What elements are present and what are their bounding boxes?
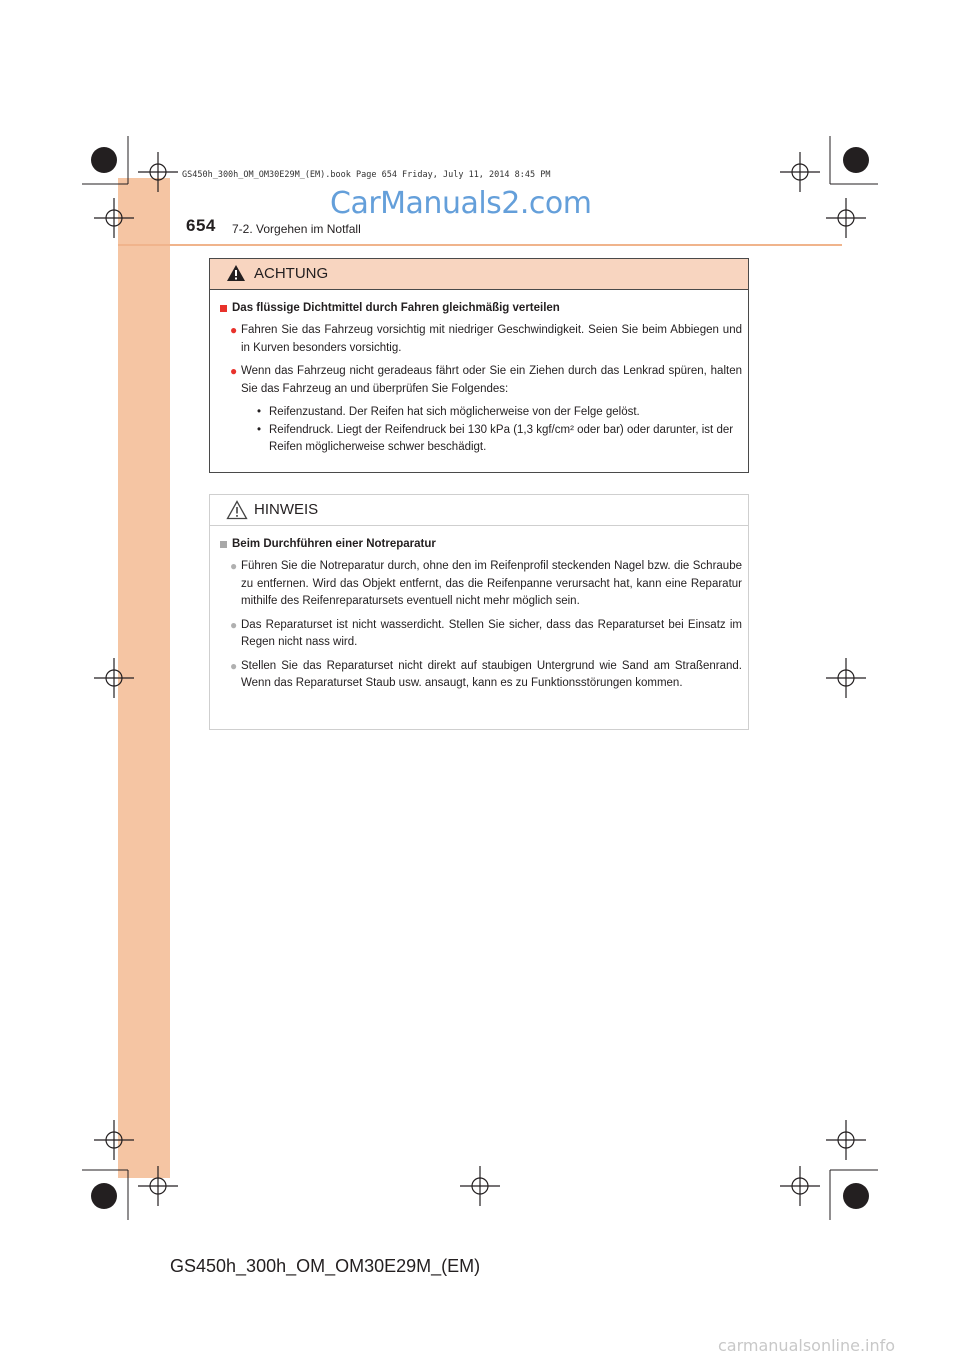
circle-bullet-icon: ● — [230, 617, 238, 632]
circle-bullet-icon: ● — [230, 658, 238, 673]
circle-bullet-icon: ● — [230, 364, 238, 378]
achtung-heading-text: Das flüssige Dichtmittel durch Fahren gleichmäßig verteilen — [232, 302, 560, 314]
list-item-text: Führen Sie die Notreparatur durch, ohne den im Reifenprofil steckenden Nagel bzw. die Schraube zu entfernen. Wird das Objekt entfernt, das die Reifenpanne verursacht hat, kann eine Reparatur mithilfe des Reifenreparatursets eventuell nicht mehr möglich sein. — [241, 560, 742, 607]
watermark-top: CarManuals2.com — [330, 186, 592, 221]
circle-bullet-icon: ● — [230, 559, 238, 573]
sub-list-item-text: Reifendruck. Liegt der Reifendruck bei 130 kPa (1,3 kgf/cm² oder bar) oder darunter, ist der Reifen möglicherweise schwer beschädigt. — [269, 423, 734, 453]
list-item-text: Stellen Sie das Reparaturset nicht direkt auf staubigen Untergrund wie Sand am Straßenrand. Wenn das Reparaturset Staub usw. ansaugt, kann es zu Funktionsstörungen kommen. — [241, 659, 742, 689]
hinweis-title: HINWEIS — [254, 501, 319, 518]
achtung-title: ACHTUNG — [254, 265, 329, 282]
section-title: 7-2. Vorgehen im Notfall — [232, 222, 361, 236]
list-item-text: Wenn das Fahrzeug nicht geradeaus fährt oder Sie ein Ziehen durch das Lenkrad spüren, halten Sie das Fahrzeug an und überprüfen Sie Folgendes: — [241, 365, 742, 395]
dot-bullet-icon: • — [257, 423, 262, 436]
sub-list-item-text: Reifenzustand. Der Reifen hat sich möglicherweise von der Felge gelöst. — [269, 406, 640, 418]
page-number: 654 — [186, 216, 216, 235]
list-item-text: Das Reparaturset ist nicht wasserdicht. Stellen Sie sicher, dass das Reparaturset bei Einsatz im Regen nicht nass wird. — [241, 618, 742, 648]
book-stamp: GS450h_300h_OM_OM30E29M_(EM).book Page 654 Friday, July 11, 2014 8:45 PM — [182, 170, 551, 180]
footer-manual-code: GS450h_300h_OM_OM30E29M_(EM) — [170, 1256, 481, 1276]
circle-bullet-icon: ● — [230, 323, 238, 337]
hinweis-heading-text: Beim Durchführen einer Notreparatur — [232, 538, 436, 550]
list-item-text: Fahren Sie das Fahrzeug vorsichtig mit niedriger Geschwindigkeit. Seien Sie beim Abbiegen und in Kurven besonders vorsichtig. — [241, 324, 742, 354]
watermark-bottom: carmanualsonline.info — [718, 1336, 896, 1355]
dot-bullet-icon: • — [257, 406, 262, 418]
